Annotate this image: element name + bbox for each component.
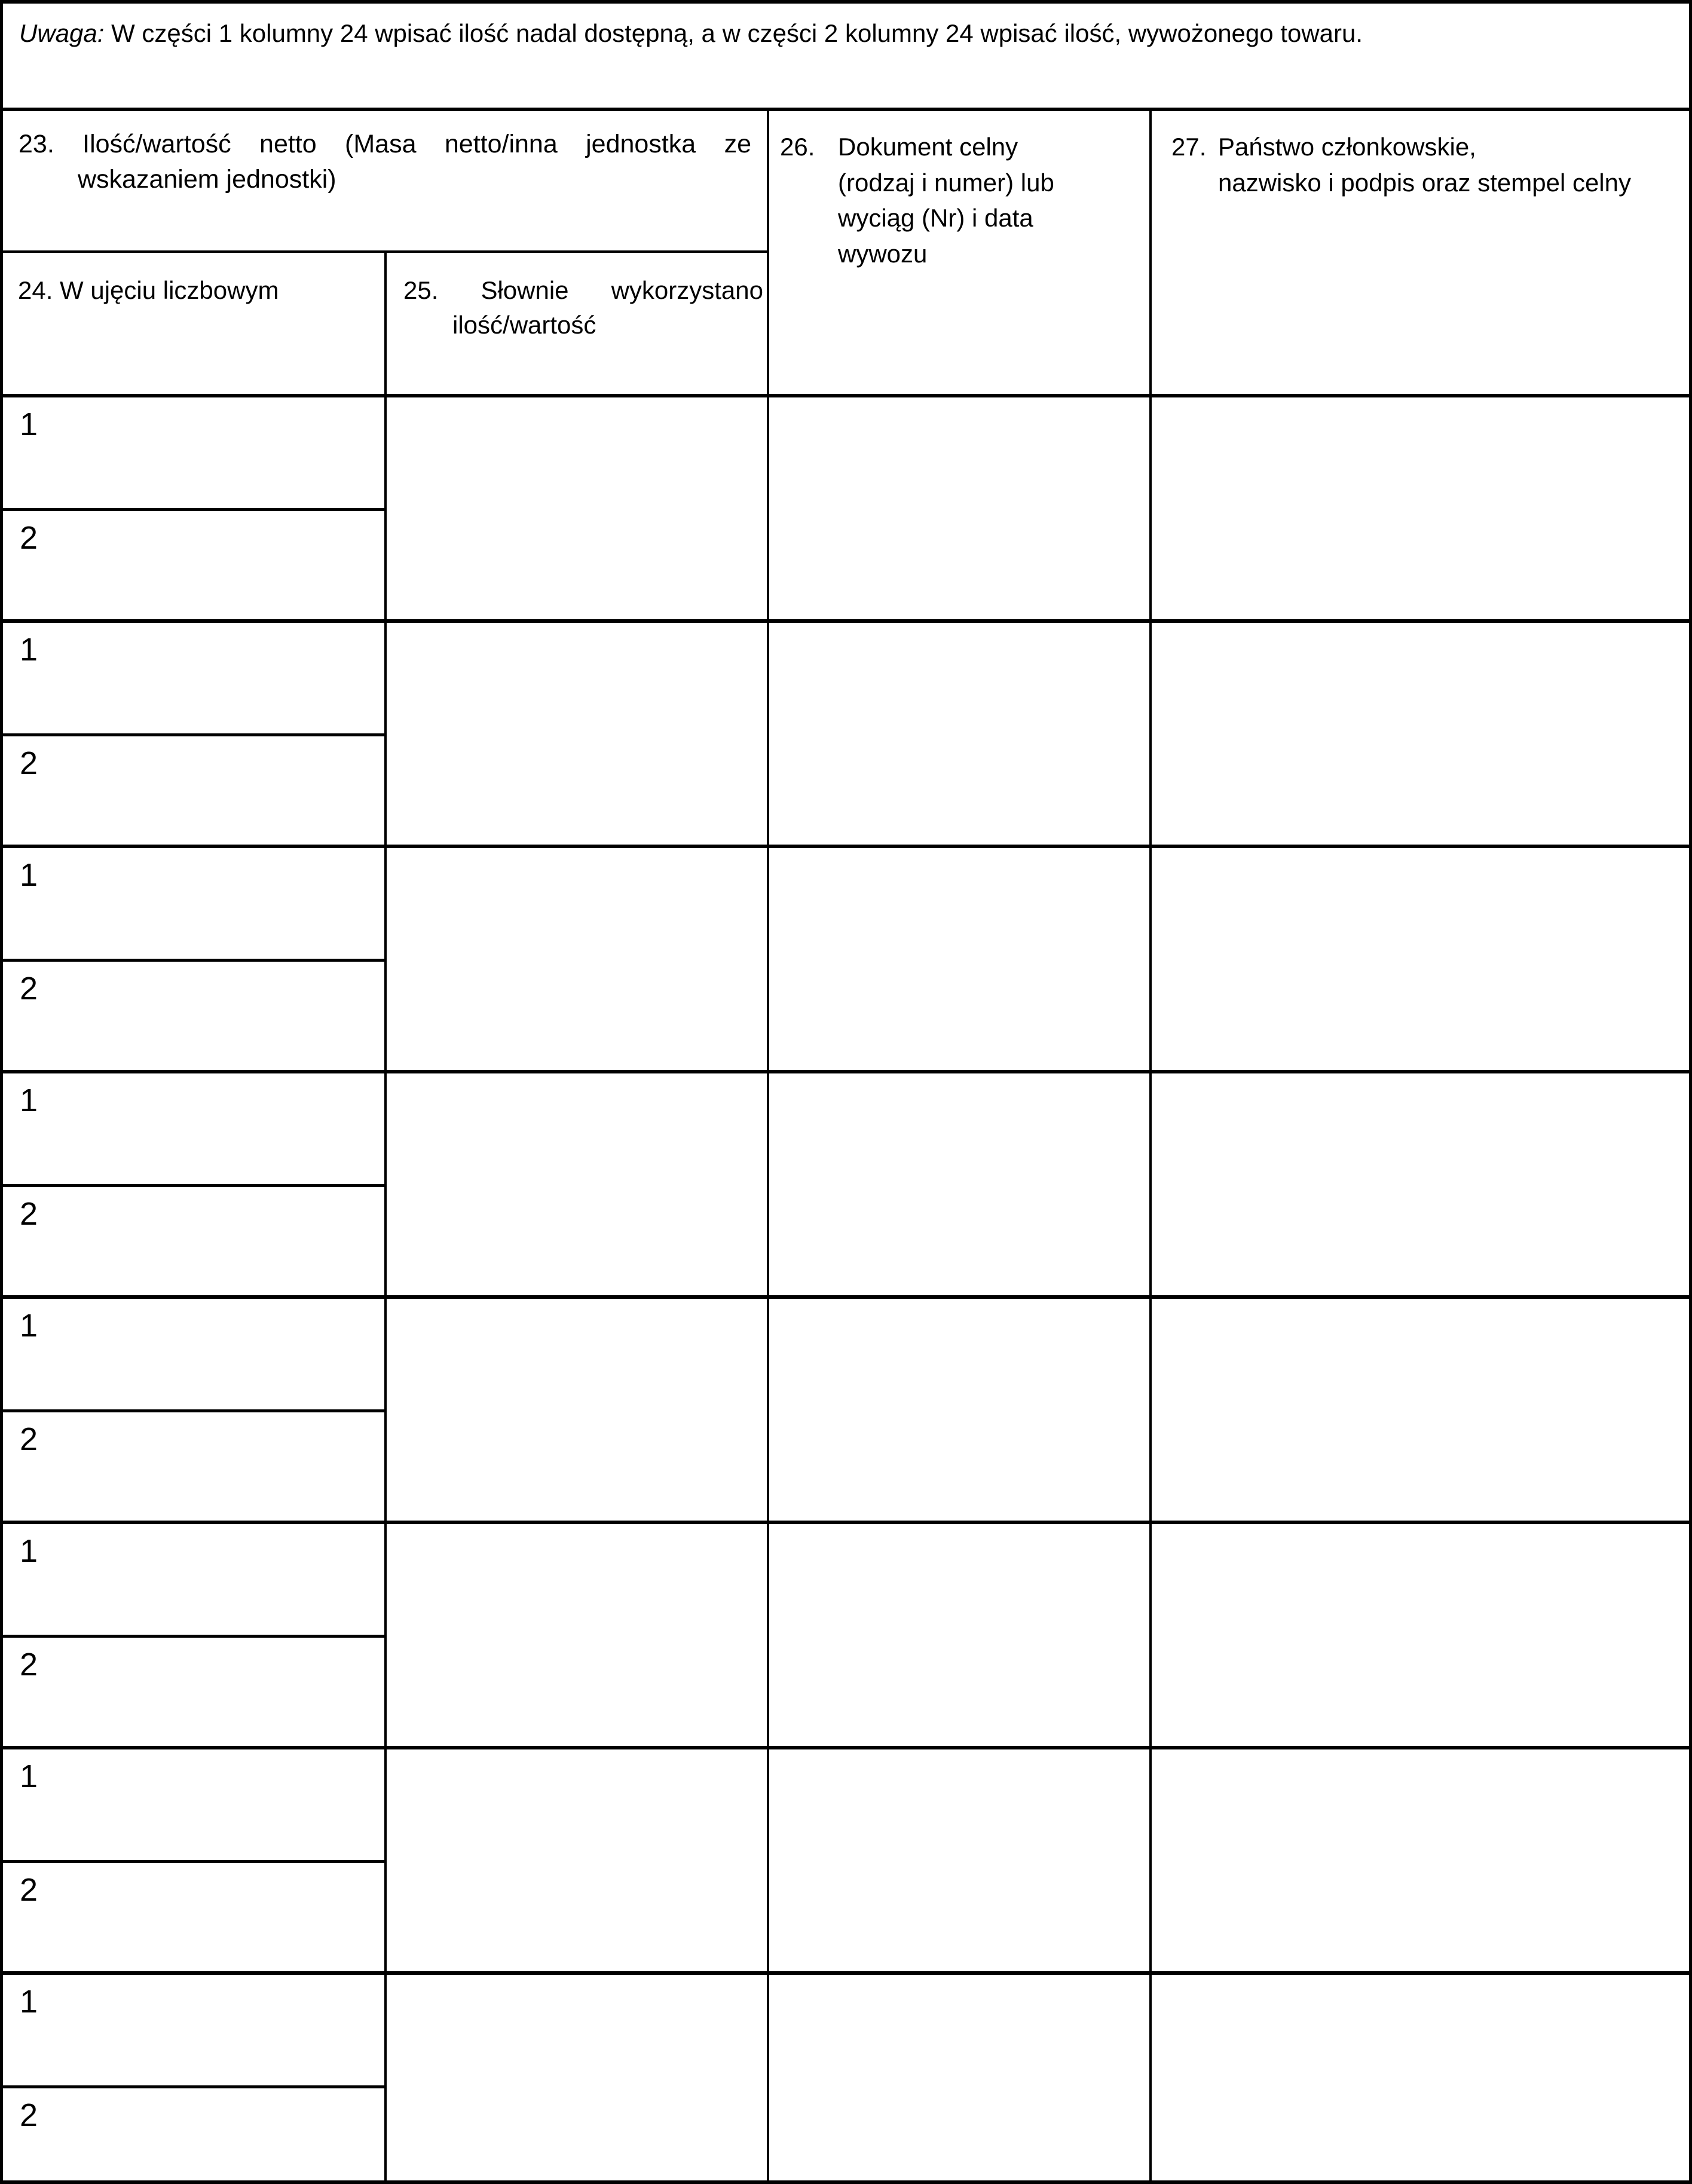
header-25-line2: ilość/wartość (452, 310, 596, 339)
row-part2-cell: 2 (20, 1421, 38, 1457)
header-cell-23 (3, 111, 767, 253)
row-part2-cell: 2 (20, 745, 38, 781)
entry-cell-25 (387, 1524, 769, 1746)
row-part1-cell: 1 (3, 1299, 384, 1412)
table-row (3, 1073, 1689, 1299)
row-col24-group (3, 848, 387, 1070)
table-row (3, 848, 1689, 1073)
entry-cell-27 (1152, 1975, 1689, 2180)
entry-cell-25 (387, 848, 769, 1070)
entry-cell-25 (387, 1299, 769, 1521)
row-part1-cell: 1 (3, 848, 384, 962)
header-subrow (3, 253, 767, 394)
header-27-text: Państwo członkowskie, nazwisko i podpis oraz stempel celny (1218, 133, 1631, 197)
row-part2-cell: 2 (20, 1647, 38, 1683)
entry-cell-25 (387, 397, 769, 619)
row-part1-cell: 1 (3, 623, 384, 736)
entry-cell-26 (769, 1975, 1152, 2180)
row-part1-cell: 1 (3, 397, 384, 511)
row-col24-group (3, 1749, 387, 1971)
table-row (3, 1749, 1689, 1975)
table-row (3, 397, 1689, 623)
row-col24-group (3, 1975, 387, 2180)
header-23-line1: 23. Ilość/wartość netto (Masa netto/inna jednostka ze (19, 130, 751, 158)
entry-cell-27 (1152, 397, 1689, 619)
row-part2-cell: 2 (20, 1196, 38, 1232)
entry-cell-26 (769, 623, 1152, 845)
row-part2-cell: 2 (20, 520, 38, 556)
table-body (3, 397, 1689, 2180)
row-part1-cell: 1 (3, 1524, 384, 1638)
entry-cell-27 (1152, 1524, 1689, 1746)
row-col24-group (3, 397, 387, 619)
header-27-number: 27. (1171, 133, 1207, 161)
table-row (3, 1299, 1689, 1524)
note-row (3, 4, 1689, 111)
header-cell-27 (1152, 111, 1689, 394)
entry-cell-26 (769, 848, 1152, 1070)
header-24-label: 24. W ujęciu liczbowym (18, 276, 279, 304)
entry-cell-25 (387, 1073, 769, 1295)
row-part1-cell: 1 (3, 1073, 384, 1187)
table-row (3, 1524, 1689, 1749)
row-col24-group (3, 623, 387, 845)
entry-cell-26 (769, 1073, 1152, 1295)
header-cell-26 (769, 111, 1152, 394)
header-cell-25 (387, 253, 767, 394)
entry-cell-26 (769, 1749, 1152, 1971)
header-25-line1: 25. Słownie wykorzystano (403, 276, 763, 304)
header-26-number: 26. (780, 133, 815, 161)
header-26-text: Dokument celny (rodzaj i numer) lub wyciąg (Nr) i data wywozu (838, 133, 1054, 268)
table-header (3, 111, 1689, 397)
entry-cell-27 (1152, 1299, 1689, 1521)
note-text: W części 1 kolumny 24 wpisać ilość nadal dostępną, a w części 2 kolumny 24 wpisać ilość, wywożonego towaru. (104, 19, 1363, 47)
row-col24-group (3, 1524, 387, 1746)
entry-cell-27 (1152, 1073, 1689, 1295)
row-col24-group (3, 1073, 387, 1295)
entry-cell-27 (1152, 623, 1689, 845)
entry-cell-27 (1152, 1749, 1689, 1971)
row-part2-cell: 2 (20, 971, 38, 1007)
header-cell-24 (3, 253, 387, 394)
entry-cell-25 (387, 1975, 769, 2180)
entry-cell-25 (387, 623, 769, 845)
table-row (3, 1975, 1689, 2180)
row-part1-cell: 1 (3, 1975, 384, 2088)
entry-cell-26 (769, 397, 1152, 619)
entry-cell-26 (769, 1524, 1152, 1746)
note-label: Uwaga: (19, 19, 105, 47)
entry-cell-27 (1152, 848, 1689, 1070)
row-part1-cell: 1 (3, 1749, 384, 1863)
header-left-group (3, 111, 769, 394)
row-col24-group (3, 1299, 387, 1521)
table-row (3, 623, 1689, 848)
header-23-line2: wskazaniem jednostki) (78, 165, 336, 194)
entry-cell-26 (769, 1299, 1152, 1521)
row-part2-cell: 2 (20, 1872, 38, 1908)
entry-cell-25 (387, 1749, 769, 1971)
row-part2-cell: 2 (20, 2097, 38, 2133)
